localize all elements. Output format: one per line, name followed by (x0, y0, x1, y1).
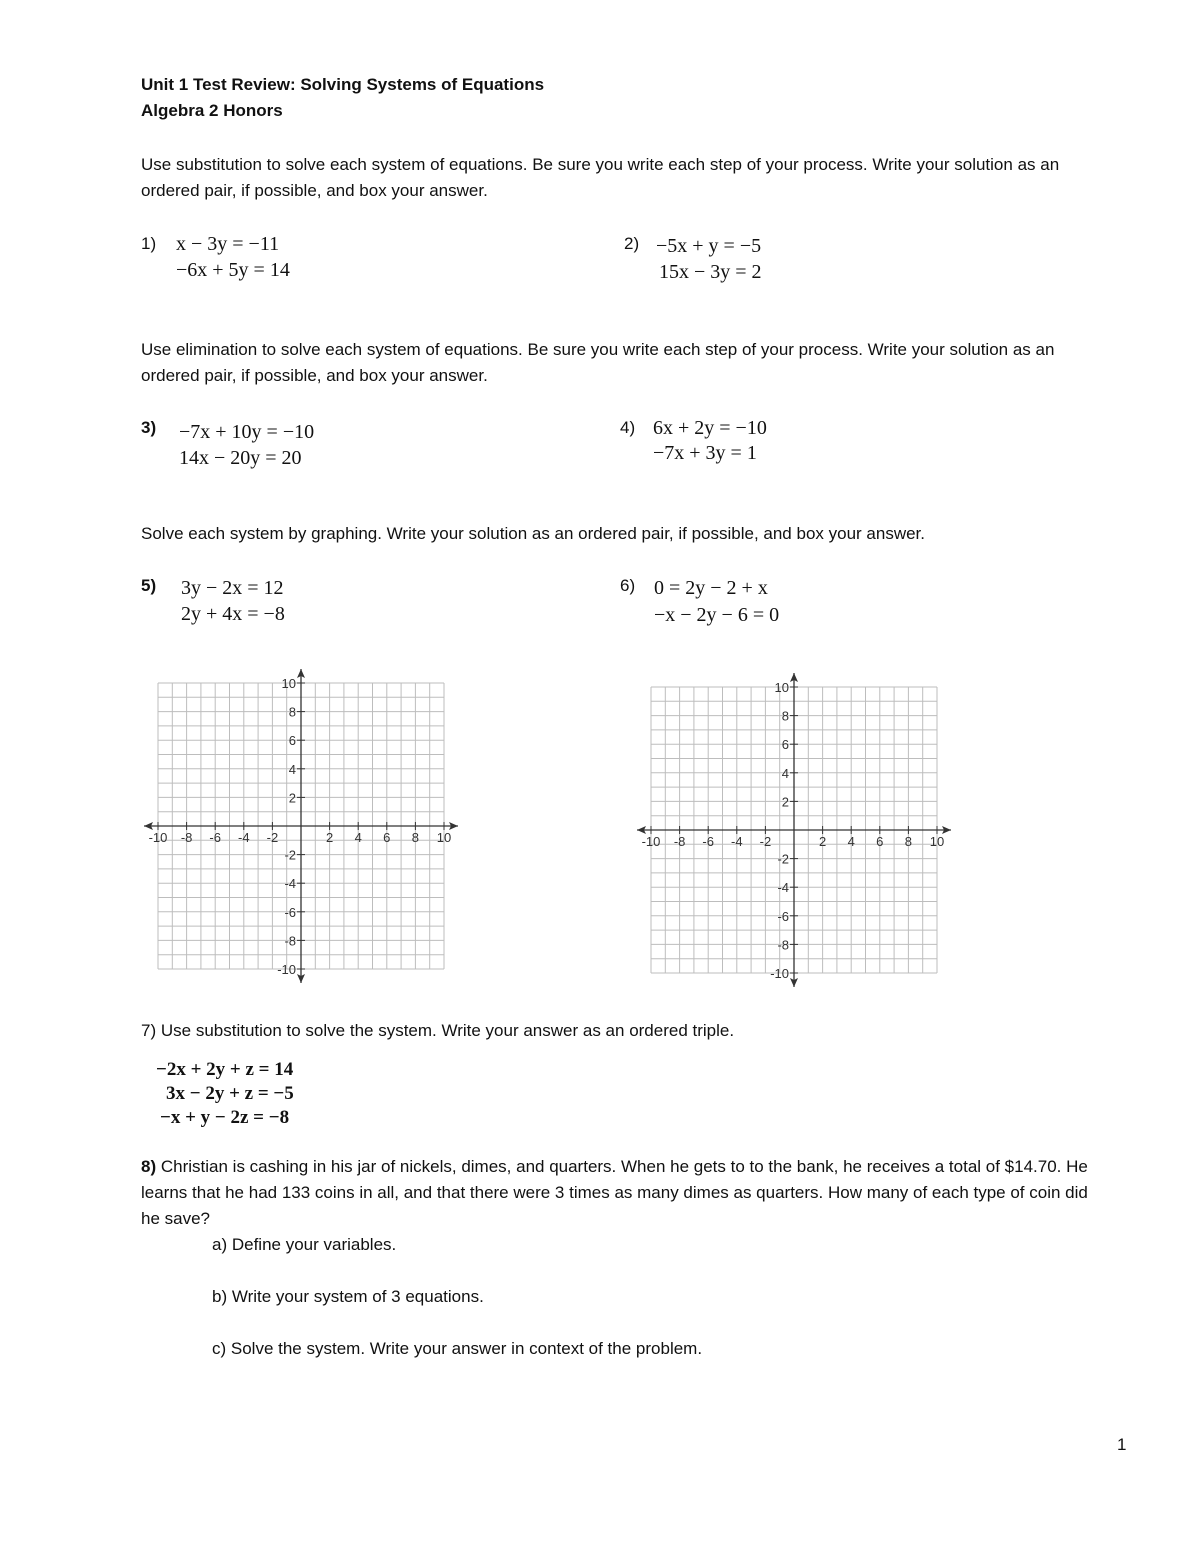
y-tick-label: 10 (774, 680, 789, 695)
problem-8-part-b: b) Write your system of 3 equations. (212, 1287, 484, 1306)
x-tick-label: -4 (731, 834, 743, 849)
problem-1-equation-2: −6x + 5y = 14 (176, 259, 290, 281)
y-tick-label: -6 (284, 904, 296, 920)
y-tick-label: 10 (281, 676, 296, 691)
y-tick-label: 6 (288, 733, 296, 749)
problem-1-number: 1) (141, 234, 157, 253)
substitution-instructions: Use substitution to solve each system of equations. Be sure you write each step of your process. Write your solution as an ordered pair, if possible, and box your answer. (141, 155, 1060, 200)
y-tick-label: -10 (277, 962, 296, 977)
y-tick-label: -2 (284, 847, 296, 863)
x-tick-label: -4 (238, 830, 250, 845)
problem-4-equation-1: 6x + 2y = −10 (653, 417, 767, 439)
y-tick-label: -6 (777, 908, 789, 924)
y-tick-label: 6 (781, 737, 789, 753)
x-tick-label: 8 (904, 834, 913, 849)
problem-7-number: 7) (141, 1021, 157, 1040)
y-tick-label: 8 (288, 704, 296, 720)
x-tick-label: 2 (818, 834, 827, 849)
problem-5-equation-2: 2y + 4x = −8 (181, 603, 285, 625)
problem-2-equation-2: 15x − 3y = 2 (659, 261, 762, 283)
problem-5-equation-1: 3y − 2x = 12 (181, 577, 284, 599)
coordinate-grid-problem-6[interactable] (628, 660, 968, 990)
x-tick-label: 8 (411, 830, 420, 845)
y-tick-label: 2 (781, 794, 789, 810)
elimination-instructions: Use elimination to solve each system of equations. Be sure you write each step of your process. Write your solution as an ordered pair, if possible, and box your answer. (141, 340, 1055, 385)
x-tick-label: 4 (847, 834, 855, 849)
x-tick-label: -2 (759, 834, 772, 849)
problem-7-prompt (141, 1021, 734, 1041)
coordinate-grid-problem-5[interactable] (138, 660, 478, 990)
y-tick-label: 8 (781, 708, 789, 724)
problem-4-equation-2: −7x + 3y = 1 (653, 442, 757, 464)
y-tick-label: -4 (777, 880, 789, 896)
problem-6-number: 6) (620, 576, 636, 595)
x-tick-label: 2 (325, 830, 334, 845)
document-title: Unit 1 Test Review: Solving Systems of Equations (141, 75, 545, 94)
document-subtitle: Algebra 2 Honors (141, 101, 283, 120)
problem-7-equation-3: −x + y − 2z = −8 (160, 1107, 290, 1128)
problem-7-equation-1: −2x + 2y + z = 14 (156, 1059, 294, 1080)
problem-2-number: 2) (624, 234, 640, 253)
y-tick-label: 4 (288, 761, 296, 777)
x-tick-label: -2 (266, 830, 279, 845)
problem-1-equation-1: x − 3y = −11 (176, 233, 280, 255)
problem-2-equation-1: −5x + y = −5 (656, 235, 762, 257)
y-tick-label: 2 (288, 790, 296, 806)
problem-8-text (141, 1154, 1111, 1232)
x-tick-label: -6 (702, 834, 714, 849)
problem-7-text: Use substitution to solve the system. Write your answer as an ordered triple. (160, 1021, 735, 1040)
problem-5-number: 5) (141, 576, 157, 595)
y-tick-label: -4 (284, 876, 296, 892)
problem-4-number: 4) (620, 418, 636, 437)
x-tick-label: -10 (641, 834, 661, 849)
problem-7-equation-2: 3x − 2y + z = −5 (166, 1083, 294, 1104)
x-tick-label: 10 (436, 830, 452, 845)
problem-6-equation-1: 0 = 2y − 2 + x (654, 577, 768, 599)
x-tick-label: 6 (876, 834, 884, 849)
x-tick-label: 10 (929, 834, 945, 849)
y-tick-label: -8 (777, 937, 789, 953)
problem-6-equation-2: −x − 2y − 6 = 0 (654, 604, 780, 626)
y-tick-label: -2 (777, 851, 789, 867)
x-tick-label: -8 (180, 830, 193, 845)
problem-3-equation-2: 14x − 20y = 20 (179, 447, 302, 469)
problem-8-body: Christian is cashing in his jar of nickels, dimes, and quarters. When he gets to to the bank, he receives a total of $14.70. He learns that he had 133 coins in all, and that there were 3 times as many dimes as quarters. How many of each type of coin did he save? (141, 1157, 1088, 1228)
problem-8-part-c: c) Solve the system. Write your answer in context of the problem. (212, 1339, 703, 1358)
x-tick-label: 6 (383, 830, 391, 845)
x-tick-label: -10 (148, 830, 168, 845)
problem-3-equation-1: −7x + 10y = −10 (179, 421, 315, 443)
y-tick-label: 4 (781, 765, 789, 781)
problem-3-number: 3) (141, 418, 157, 437)
x-tick-label: -6 (209, 830, 221, 845)
y-tick-label: -10 (770, 966, 789, 981)
y-tick-label: -8 (284, 933, 296, 949)
x-tick-label: 4 (354, 830, 362, 845)
page-number: 1 (1117, 1435, 1127, 1454)
problem-8-number: 8) (141, 1157, 157, 1176)
graphing-instructions: Solve each system by graphing. Write your solution as an ordered pair, if possible, and box your answer. (141, 524, 926, 543)
problem-8-part-a: a) Define your variables. (212, 1235, 397, 1254)
x-tick-label: -8 (673, 834, 686, 849)
